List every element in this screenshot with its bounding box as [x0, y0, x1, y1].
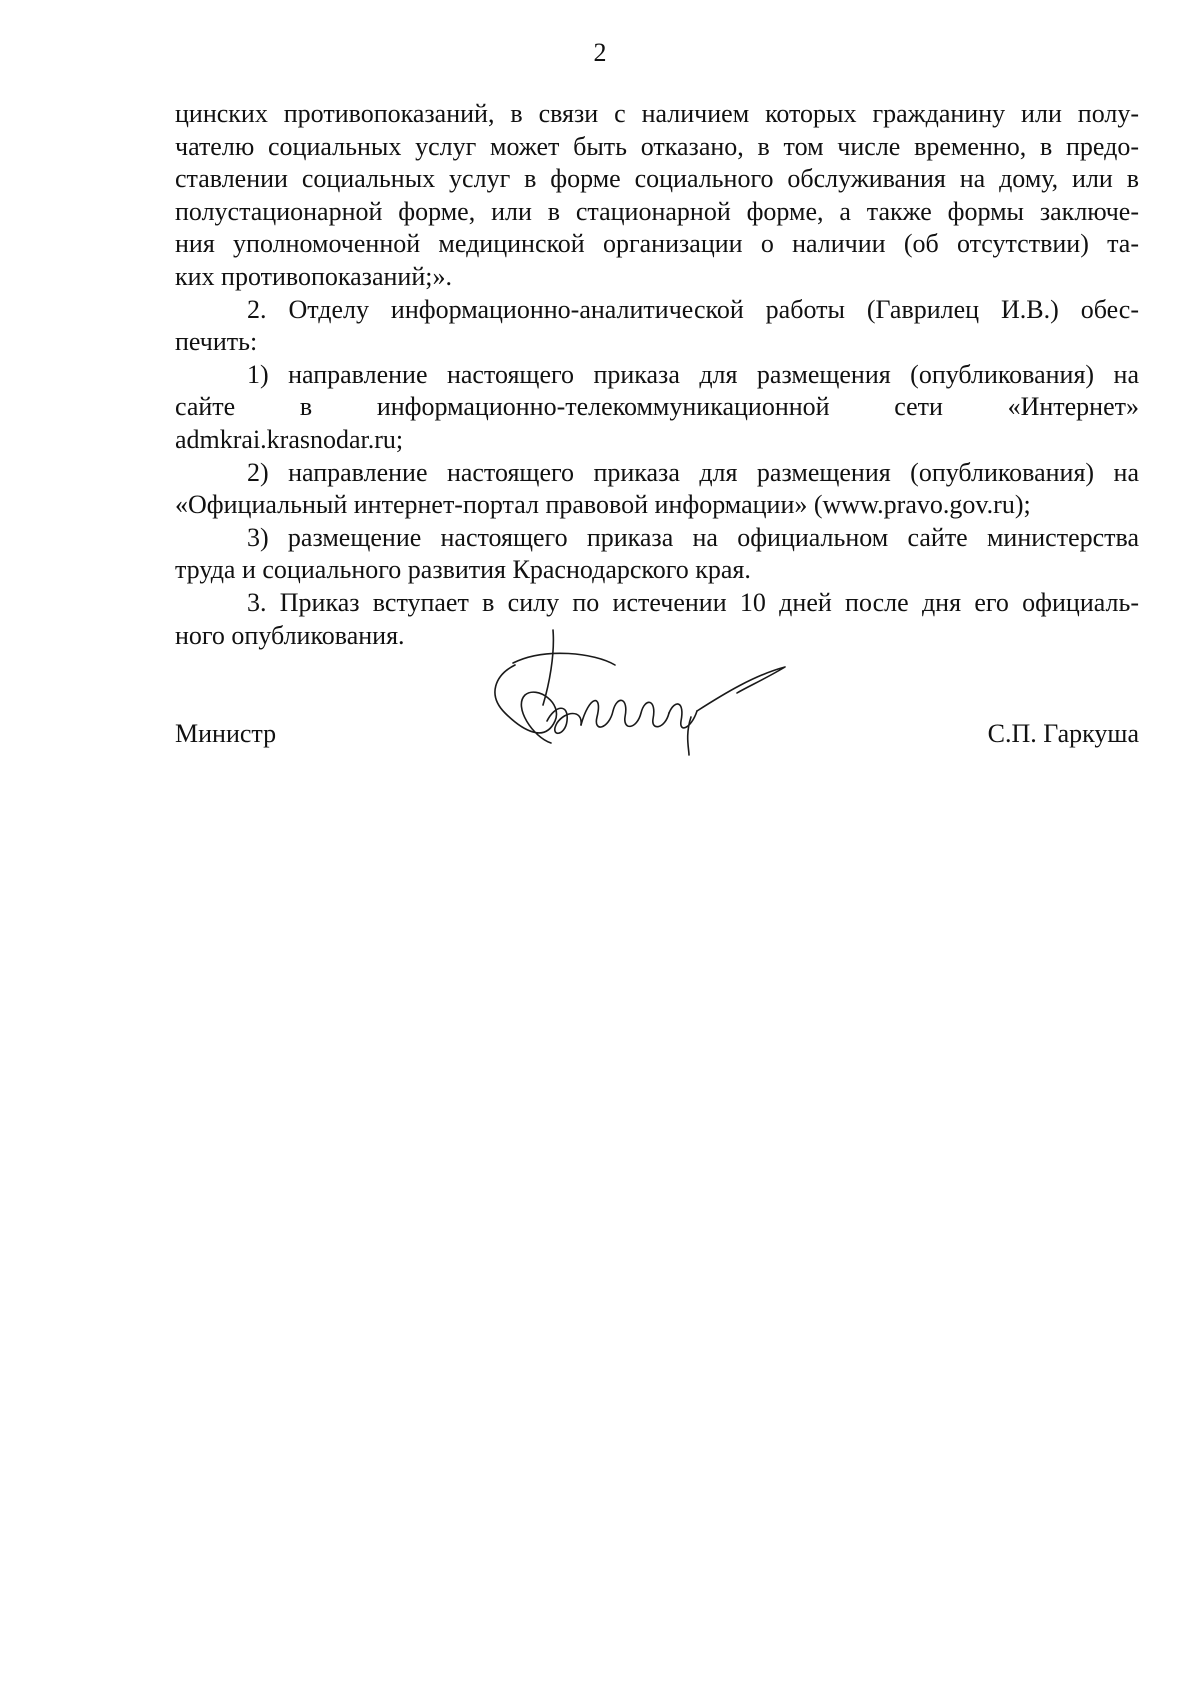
text-line: «Официальный интернет-портал правовой информации» (www.pravo.gov.ru);: [175, 490, 1031, 520]
signer-name: С.П. Гаркуша: [987, 719, 1139, 748]
text-line: ния уполномоченной медицинской организации о наличии (об отсутствии) та-: [175, 229, 1139, 259]
text-line: 2. Отделу информационно-аналитической работы (Гаврилец И.В.) обес-: [247, 294, 1139, 324]
text-line: труда и социального развития Краснодарского края.: [175, 555, 751, 585]
text-line: 2) направление настоящего приказа для размещения (опубликования) на: [247, 457, 1139, 487]
text-line: ких противопоказаний;».: [175, 261, 452, 291]
text-line: 3) размещение настоящего приказа на официальном сайте министерства: [247, 522, 1139, 552]
text-line: ного опубликования.: [175, 620, 405, 650]
text-line: admkrai.krasnodar.ru;: [175, 424, 404, 454]
signature-block: [175, 718, 1139, 778]
paragraph-2-department: [175, 294, 1139, 359]
text-line: печить:: [175, 327, 258, 357]
paragraph-2-3-ministry-site: [175, 522, 1139, 587]
paragraph-2-1-website: [175, 359, 1139, 457]
text-line: полустационарной форме, или в стационарной форме, а также формы заключе-: [175, 196, 1139, 226]
paragraph-contraindications: [175, 98, 1139, 294]
text-line: 1) направление настоящего приказа для размещения (опубликования) на: [247, 359, 1139, 389]
paragraph-2-2-portal: [175, 457, 1139, 522]
text-line: цинских противопоказаний, в связи с наличием которых гражданину или полу-: [175, 99, 1139, 128]
signer-position: Министр: [175, 719, 277, 748]
text-line: 3. Приказ вступает в силу по истечении 10 дней после дня его официаль-: [247, 587, 1139, 617]
page-number: 2: [593, 38, 607, 67]
text-line: сайте в информационно-телекоммуникационной сети «Интернет»: [175, 392, 1139, 422]
text-line: ставлении социальных услуг в форме социального обслуживания на дому, или в: [175, 164, 1139, 194]
text-line: чателю социальных услуг может быть отказано, в том числе временно, в предо-: [175, 131, 1139, 161]
document-body: [175, 98, 1139, 652]
